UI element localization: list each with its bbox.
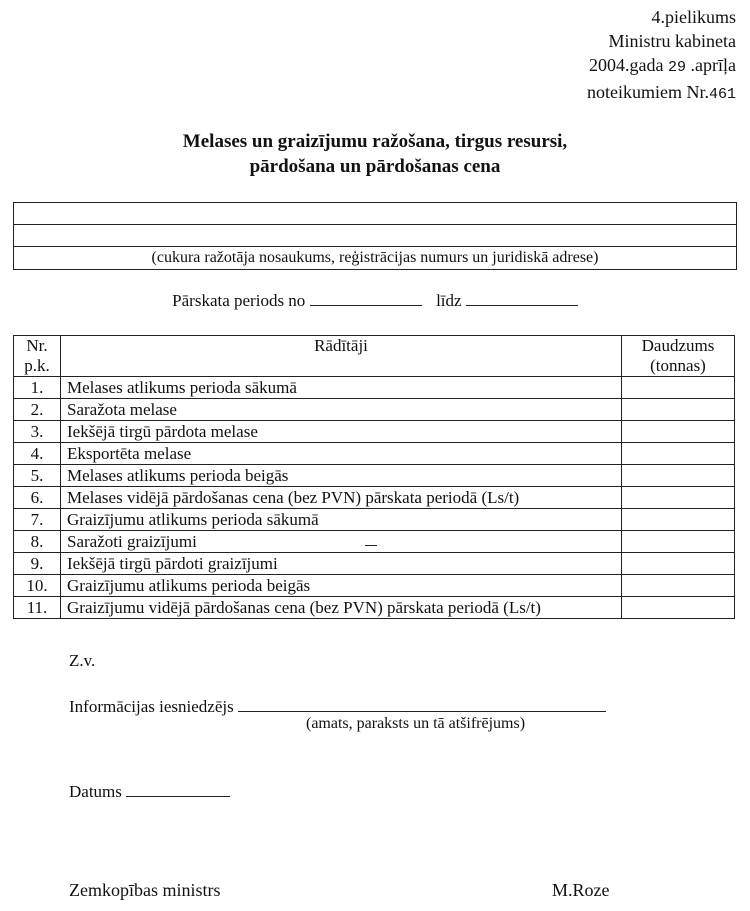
table-row — [14, 531, 735, 553]
row-number: 4. — [14, 443, 61, 465]
row-number: 1. — [14, 377, 61, 399]
reporting-period — [0, 291, 750, 311]
table-row — [14, 421, 735, 443]
submitter-label: Informācijas iesniedzējs — [69, 697, 234, 716]
table-row — [14, 509, 735, 531]
minister-name: M.Roze — [552, 880, 610, 900]
row-indicator: Saražota melase — [61, 399, 622, 421]
row-quantity[interactable] — [622, 399, 735, 421]
row-indicator: Saražoti graizījumi — [61, 531, 622, 553]
row-number: 10. — [14, 575, 61, 597]
row-quantity[interactable] — [622, 421, 735, 443]
row-quantity[interactable] — [622, 575, 735, 597]
row-indicator: Melases atlikums perioda beigās — [61, 465, 622, 487]
producer-line-2[interactable] — [14, 225, 736, 247]
table-row — [14, 575, 735, 597]
table-row — [14, 597, 735, 619]
producer-caption: (cukura ražotāja nosaukums, reģistrācijas numurs un juridiskā adrese) — [151, 249, 599, 266]
row-number: 2. — [14, 399, 61, 421]
row-number: 5. — [14, 465, 61, 487]
row-indicator: Graizījumu vidējā pārdošanas cena (bez PVN) pārskata periodā (Ls/t) — [61, 597, 622, 619]
column-header-quantity: Daudzums (tonnas) — [622, 336, 735, 377]
row-indicator: Iekšējā tirgū pārdota melase — [61, 421, 622, 443]
annex-date: 2004.gada 29 .aprīļa — [589, 55, 736, 76]
period-to-label: līdz — [436, 291, 462, 310]
submitter-line — [69, 697, 606, 717]
producer-info-box — [13, 202, 737, 270]
row-indicator: Iekšējā tirgū pārdoti graizījumi — [61, 553, 622, 575]
table-row — [14, 553, 735, 575]
submitter-caption: (amats, paraksts un tā atšifrējums) — [306, 715, 526, 732]
column-header-indicators: Rādītāji — [61, 336, 622, 377]
row-number: 6. — [14, 487, 61, 509]
row-indicator: Melases atlikums perioda sākumā — [61, 377, 622, 399]
table-row — [14, 377, 735, 399]
row-quantity[interactable] — [622, 443, 735, 465]
row-indicator: Eksportēta melase — [61, 443, 622, 465]
row-indicator: Graizījumu atlikums perioda beigās — [61, 575, 622, 597]
period-to-field[interactable] — [466, 291, 578, 306]
annex-header — [587, 5, 736, 107]
annex-regulation: noteikumiem Nr.461 — [587, 82, 736, 103]
row-quantity[interactable] — [622, 487, 735, 509]
indicators-table — [13, 335, 735, 619]
row-number: 3. — [14, 421, 61, 443]
annex-number: 4.pielikums — [651, 7, 736, 27]
table-row — [14, 399, 735, 421]
row-number: 7. — [14, 509, 61, 531]
producer-line-1[interactable] — [14, 203, 736, 225]
annex-issuer: Ministru kabineta — [608, 31, 736, 51]
row-quantity[interactable] — [622, 553, 735, 575]
seal-placeholder: Z.v. — [69, 651, 96, 670]
row-number: 9. — [14, 553, 61, 575]
table-row — [14, 443, 735, 465]
period-from-label: Pārskata periods no — [172, 291, 306, 310]
row-indicator: Graizījumu atlikums perioda sākumā — [61, 509, 622, 531]
row-quantity[interactable] — [622, 377, 735, 399]
table-header-row — [14, 336, 735, 377]
submitter-field[interactable] — [238, 697, 606, 712]
minister-title: Zemkopības ministrs — [69, 880, 221, 900]
row-quantity[interactable] — [622, 509, 735, 531]
date-field[interactable] — [126, 782, 230, 797]
document-title: Melases un graizījumu ražošana, tirgus resursi, pārdošana un pārdošanas cena — [182, 131, 568, 177]
date-label: Datums — [69, 782, 122, 801]
row-quantity[interactable] — [622, 597, 735, 619]
row-quantity[interactable] — [622, 465, 735, 487]
period-from-field[interactable] — [310, 291, 422, 306]
row-number: 8. — [14, 531, 61, 553]
column-header-nr: Nr. p.k. — [14, 336, 61, 377]
stray-mark — [365, 545, 377, 546]
row-indicator: Melases vidējā pārdošanas cena (bez PVN) pārskata periodā (Ls/t) — [61, 487, 622, 509]
table-row — [14, 465, 735, 487]
date-line — [69, 782, 230, 802]
table-row — [14, 487, 735, 509]
row-number: 11. — [14, 597, 61, 619]
row-quantity[interactable] — [622, 531, 735, 553]
